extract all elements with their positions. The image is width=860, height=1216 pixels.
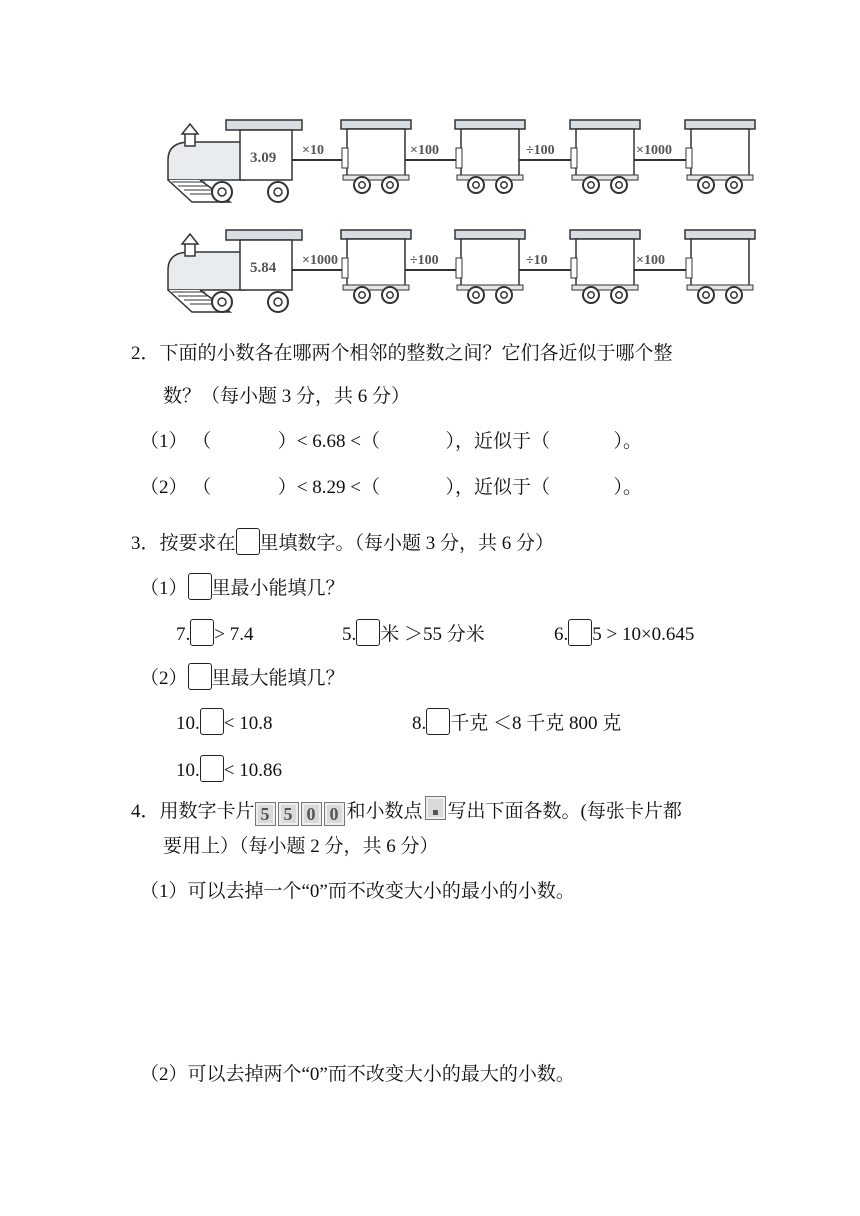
train-car-body <box>576 129 634 177</box>
train-wheel-hub <box>274 298 282 306</box>
train-figures <box>0 0 860 330</box>
q4-title-pre: 4．用数字卡片 <box>131 801 255 822</box>
train-car-body <box>691 239 749 287</box>
q3-part2-item-2 <box>412 708 621 736</box>
q2-item-2-open: （ <box>192 477 212 498</box>
train-car-chassis <box>572 175 638 180</box>
locomotive-cab-roof <box>226 120 302 130</box>
train-operation-label: ÷100 <box>410 253 439 268</box>
q2-item-1-end: ）。 <box>613 431 642 452</box>
q3-p2-item1-post: < 10.8 <box>223 713 273 734</box>
digit-card: 5 <box>255 802 276 826</box>
train-car-roof <box>341 120 411 129</box>
q3-part2-label: （2） <box>140 668 188 689</box>
train-car-roof <box>570 120 640 129</box>
train-car-roof <box>685 120 755 129</box>
q3-p1-item3-pre: 6. <box>554 624 569 645</box>
q3-p2-item2-pre: 8. <box>412 713 427 734</box>
q3-part1-item-3 <box>554 619 694 647</box>
train-car-body <box>576 239 634 287</box>
q3-title-post: 里填数字。（每小题 3 分，共 6 分） <box>259 533 555 554</box>
q3-title-pre: 3．按要求在 <box>131 533 236 554</box>
q3-part1-item-2 <box>342 619 485 647</box>
train-car-chassis <box>457 285 523 290</box>
train-car-buffer <box>342 258 348 278</box>
q3-p1-item1-post: > 7.4 <box>214 624 254 645</box>
q3-p1-item2-post: 米 ＞55 分米 <box>380 624 485 645</box>
q3-part1-heading <box>140 573 345 601</box>
train-start-number: 5.84 <box>250 260 277 276</box>
train-car-buffer <box>571 148 577 168</box>
q2-item-1-expr: ）< 6.68 <（ <box>277 431 380 452</box>
train-car-buffer <box>571 258 577 278</box>
train-wheel-hub <box>588 182 594 188</box>
train-car-chassis <box>687 285 753 290</box>
train-car-chassis <box>572 285 638 290</box>
q3-part2-text: 里最大能填几？ <box>211 668 345 689</box>
q4-part1: （1）可以去掉一个“0”而不改变大小的最小的小数。 <box>140 881 575 902</box>
q3-part1-item-1 <box>176 619 253 647</box>
train-wheel-hub <box>218 298 226 306</box>
train-wheel-hub <box>359 182 365 188</box>
train-car-body <box>691 129 749 177</box>
train-wheel-hub <box>218 188 226 196</box>
q3-p2-item3-post: < 10.86 <box>223 760 282 781</box>
q3-p1-item3-post: 5 > 10×0.645 <box>592 624 695 645</box>
train-wheel-hub <box>274 188 282 196</box>
train-wheel-hub <box>387 182 393 188</box>
q3-p1-item3-answer-box[interactable] <box>568 619 592 646</box>
q2-item-1 <box>140 430 642 454</box>
q4-title-mid: 和小数点 <box>346 801 423 822</box>
locomotive-boiler <box>168 252 245 290</box>
locomotive-cab-roof <box>226 230 302 240</box>
train-wheel-hub <box>731 292 737 298</box>
train-car-roof <box>341 230 411 239</box>
q2-item-2 <box>140 476 642 500</box>
train-wheel-hub <box>473 292 479 298</box>
q2-item-2-end: ）。 <box>613 477 642 498</box>
train-operation-label: ÷10 <box>526 253 548 268</box>
train-wheel-hub <box>616 182 622 188</box>
train-car-body <box>461 129 519 177</box>
train-operation-label: ×1000 <box>302 253 338 268</box>
digit-card: 0 <box>324 802 345 826</box>
train-operation-label: ×100 <box>636 253 665 268</box>
q3-p1-item1-answer-box[interactable] <box>190 619 214 646</box>
train-operation-label: ×100 <box>410 143 439 158</box>
q4-title-line1 <box>131 796 682 826</box>
q2-title-line2: 数？（每小题 3 分，共 6 分） <box>163 386 411 407</box>
train-car-chassis <box>457 175 523 180</box>
train-operation-label: ×1000 <box>636 143 672 158</box>
q3-p1-item1-pre: 7. <box>176 624 191 645</box>
train-car-buffer <box>456 148 462 168</box>
answer-box-icon <box>188 573 212 600</box>
train-car-chassis <box>343 175 409 180</box>
train-car-buffer <box>686 258 692 278</box>
q2-title-line1: 2．下面的小数各在哪两个相邻的整数之间？它们各近似于哪个整 <box>131 343 673 364</box>
train-wheel-hub <box>616 292 622 298</box>
q2-item-1-mid: ），近似于（ <box>445 431 550 452</box>
train-wheel-hub <box>359 292 365 298</box>
q3-p1-item2-pre: 5. <box>342 624 357 645</box>
q3-part2-item-3 <box>176 755 282 783</box>
train-car-buffer <box>456 258 462 278</box>
train-car-roof <box>455 120 525 129</box>
train-operation-label: ÷100 <box>526 143 555 158</box>
train-car-buffer <box>686 148 692 168</box>
locomotive-chimney-cap <box>182 124 198 134</box>
q2-item-1-open: （ <box>192 431 212 452</box>
digit-card: 5 <box>278 802 299 826</box>
q2-item-1-label: （1） <box>140 431 188 452</box>
locomotive-chimney-cap <box>182 234 198 244</box>
q3-title <box>131 528 554 556</box>
train-2 <box>168 230 755 312</box>
train-car-body <box>461 239 519 287</box>
train-wheel-hub <box>703 292 709 298</box>
q3-p2-item2-post: 千克 ＜8 千克 800 克 <box>450 713 622 734</box>
q4-part1-answer-area[interactable] <box>140 912 740 1052</box>
q4-title-line2: 要用上）（每小题 2 分，共 6 分） <box>163 836 439 857</box>
q3-p2-item1-pre: 10. <box>176 713 200 734</box>
train-car-body <box>347 239 405 287</box>
train-start-number: 3.09 <box>250 150 277 166</box>
q3-part1-text: 里最小能填几？ <box>211 578 345 599</box>
q3-p2-item3-answer-box[interactable] <box>200 755 224 782</box>
train-wheel-hub <box>731 182 737 188</box>
q4-title-post: 写出下面各数。(每张卡片都 <box>447 801 682 822</box>
q3-p1-item2-answer-box[interactable] <box>356 619 380 646</box>
answer-box-icon <box>236 528 260 555</box>
digit-card: 0 <box>301 802 322 826</box>
train-wheel-hub <box>588 292 594 298</box>
decimal-point-card-icon <box>425 796 446 820</box>
q2-item-2-mid: ），近似于（ <box>445 477 550 498</box>
q2-item-2-expr: ）< 8.29 <（ <box>277 477 380 498</box>
q4-part2: （2）可以去掉两个“0”而不改变大小的最大的小数。 <box>140 1064 575 1085</box>
q3-p2-item3-pre: 10. <box>176 760 200 781</box>
train-wheel-hub <box>473 182 479 188</box>
q4-part2-answer-area[interactable] <box>140 1095 740 1205</box>
q3-part1-label: （1） <box>140 578 188 599</box>
train-wheel-hub <box>703 182 709 188</box>
train-1 <box>168 120 755 202</box>
locomotive-boiler <box>168 142 245 180</box>
train-car-buffer <box>342 148 348 168</box>
train-wheel-hub <box>501 292 507 298</box>
train-wheel-hub <box>501 182 507 188</box>
train-car-roof <box>570 230 640 239</box>
train-car-chassis <box>343 285 409 290</box>
q3-part2-item-1 <box>176 708 272 736</box>
q3-p2-item1-answer-box[interactable] <box>200 708 224 735</box>
q3-part2-heading <box>140 663 345 691</box>
q3-p2-item2-answer-box[interactable] <box>426 708 450 735</box>
train-car-chassis <box>687 175 753 180</box>
q2-item-2-label: （2） <box>140 477 188 498</box>
train-operation-label: ×10 <box>302 143 324 158</box>
train-car-roof <box>685 230 755 239</box>
train-car-roof <box>455 230 525 239</box>
train-car-body <box>347 129 405 177</box>
train-wheel-hub <box>387 292 393 298</box>
answer-box-icon <box>188 663 212 690</box>
